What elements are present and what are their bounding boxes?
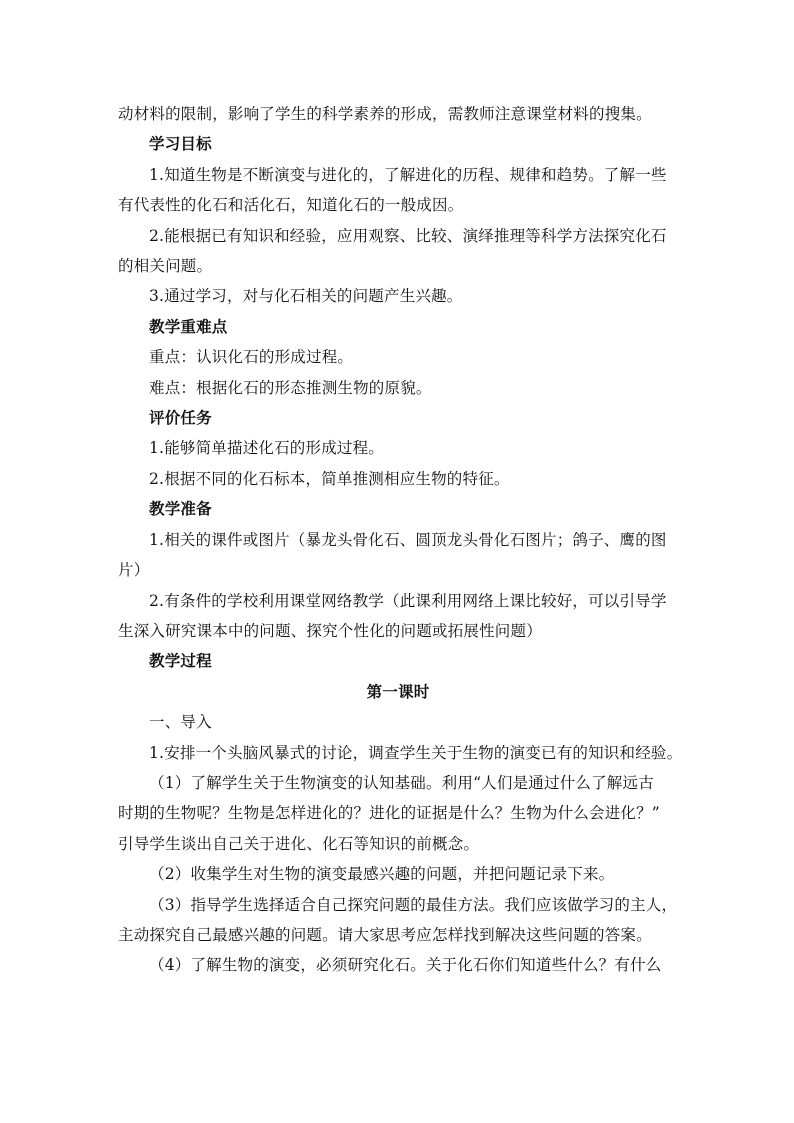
text-line-18: 生深入研究课本中的问题、探究个性化的问题或拓展性问题） [118,621,542,640]
text-line-24: 时期的生物呢？生物是怎样进化的？进化的证据是什么？生物为什么会进化？” [118,804,660,823]
text-line-5: 2.能根据已有知识和经验，应用观察、比较、演绎推理等科学方法探究化石 [149,226,667,245]
text-line-13: 2.根据不同的化石标本，简单推测相应生物的特征。 [149,469,510,488]
text-line-25: 引导学生谈出自己关于进化、化石等知识的前概念。 [118,834,480,853]
text-line-17: 2.有条件的学校利用课堂网络教学（此课利用网络上课比较好，可以引导学 [149,591,667,610]
document-body [118,99,683,981]
text-line-23: （1）了解学生关于生物演变的认知基础。利用“人们是通过什么了解远古 [149,773,654,792]
section-heading-key-points: 教学重难点 [149,316,228,336]
text-line-16: 片） [118,561,150,580]
text-line-27: （3）指导学生选择适合自己探究问题的最佳方法。我们应该做学习的主人， [149,895,678,914]
text-line-12: 1.能够简单描述化石的形成过程。 [149,439,384,458]
text-line-6: 的相关问题。 [118,257,213,276]
text-line-28: 主动探究自己最感兴趣的问题。请大家思考应怎样找到解决这些问题的答案。 [118,925,652,944]
text-line-3: 1.知道生物是不断演变与进化的，了解进化的历程、规律和趋势。了解一些 [149,165,667,184]
text-line-10: 难点：根据化石的形态推测生物的原貌。 [149,378,432,397]
text-line-4: 有代表性的化石和活化石，知道化石的一般成因。 [118,196,464,215]
section-heading-process: 教学过程 [149,651,212,671]
text-line-26: （2）收集学生对生物的演变最感兴趣的问题，并把问题记录下来。 [149,865,615,884]
section-heading-learning-goals: 学习目标 [149,134,212,154]
lesson-title: 第一课时 [366,681,430,701]
text-line-9: 重点：认识化石的形成过程。 [149,348,354,367]
section-heading-evaluation: 评价任务 [149,408,212,428]
text-line-29: （4）了解生物的演变，必须研究化石。关于化石你们知道些什么？有什么 [149,956,662,975]
text-line-15: 1.相关的课件或图片（暴龙头骨化石、圆顶龙头骨化石图片；鸽子、鹰的图 [149,530,667,549]
text-line-21: 一、导入 [149,713,212,732]
text-line-1: 动材料的限制，影响了学生的科学素养的形成，需教师注意课堂材料的搜集。 [118,105,652,123]
section-heading-preparation: 教学准备 [149,499,212,519]
text-line-7: 3.通过学习，对与化石相关的问题产生兴趣。 [149,287,463,306]
text-line-22: 1.安排一个头脑风暴式的讨论，调查学生关于生物的演变已有的知识和经验。 [149,743,683,762]
